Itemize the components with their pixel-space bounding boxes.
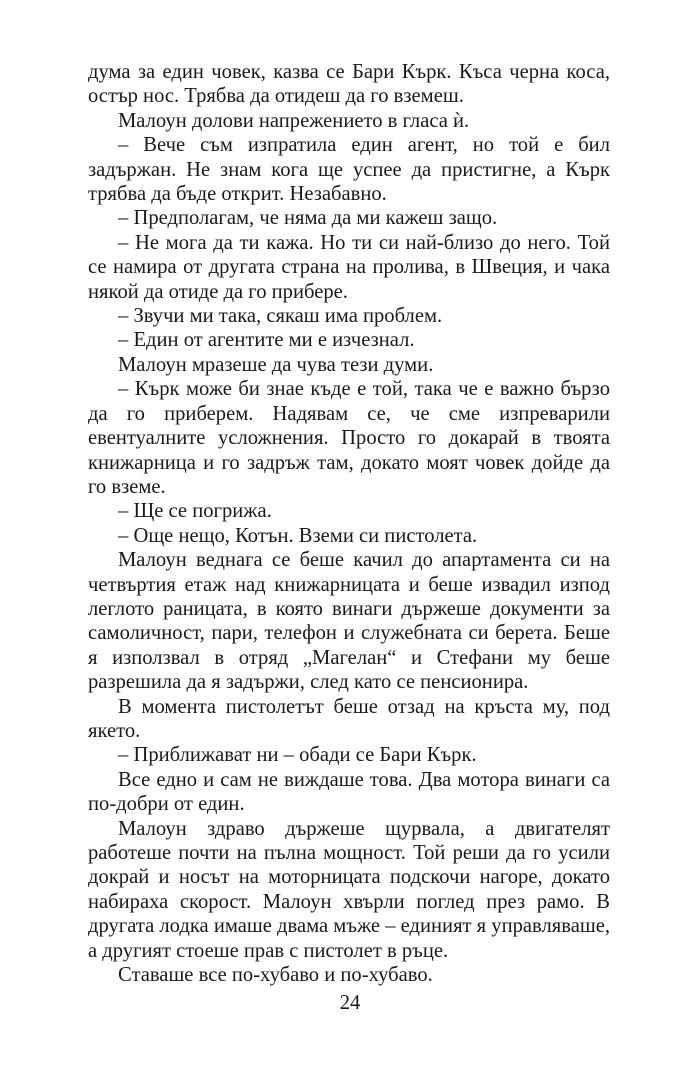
page-number: 24 — [339, 992, 361, 1014]
page-body — [88, 60, 610, 987]
paragraph: – Предполагам, че няма да ми кажеш защо. — [118, 207, 498, 230]
paragraph: Ставаше все по-хубаво и по-хубаво. — [118, 964, 433, 987]
paragraph: – Вече съм изпратила един агент, но той е бил задържан. Не знам кога ще успее да пристигне, а Кърк трябва да бъде открит. Незабавно. — [88, 134, 610, 206]
paragraph: – Приближават ни – обади се Бари Кърк. — [118, 744, 477, 767]
paragraph: Все едно и сам не виждаше това. Два мотора винаги са по-добри от един. — [88, 768, 610, 816]
paragraph: – Звучи ми така, сякаш има проблем. — [118, 305, 443, 328]
paragraph: дума за един човек, казва се Бари Кърк. Къса черна коса, остър нос. Трябва да отидеш да го вземеш. — [88, 61, 610, 108]
paragraph: В момента пистолетът беше отзад на кръста му, под якето. — [88, 695, 610, 742]
paragraph: Малоун здраво държеше щурвала, а двигателят работеше почти на пълна мощност. Той реши да го усили докрай и носът на моторницата подскочи нагоре, докато набираха скорост. Малоун хвърли поглед през рамо. В другата лодка имаше двама мъже – единият я управляваше, а другият стоеше прав с пистолет в ръце. — [88, 817, 611, 962]
paragraph: – Кърк може би знае къде е той, така че е важно бързо да го приберем. Надявам се, че сме изпреварили евентуалните усложнения. Просто го докарай в твоята книжарница и го задръж там, докато моят човек дойде да го вземе. — [88, 378, 610, 498]
paragraph: – Не мога да ти кажа. Но ти си най-близо до него. Той се намира от другата страна на пролива, в Швеция, и чака някой да отиде да го прибере. — [88, 231, 610, 303]
paragraph: Малоун веднага се беше качил до апартамента си на четвъртия етаж над книжарницата и беше извадил изпод леглото раницата, в която винаги държеше документи за самоличност, пари, телефон и служебната си берета. Беше я използвал в отряд „Магелан“ и Стефани му беше разрешила да я задържи, след като се пенсионира. — [88, 549, 610, 694]
paragraph: – Още нещо, Котън. Вземи си пистолета. — [118, 524, 478, 547]
paragraph: – Един от агентите ми е изчезнал. — [118, 329, 415, 352]
paragraph: – Ще се погрижа. — [118, 500, 272, 523]
paragraph: Малоун мразеше да чува тези думи. — [118, 353, 434, 376]
paragraph: Малоун долови напрежението в гласа ѝ. — [118, 109, 470, 132]
